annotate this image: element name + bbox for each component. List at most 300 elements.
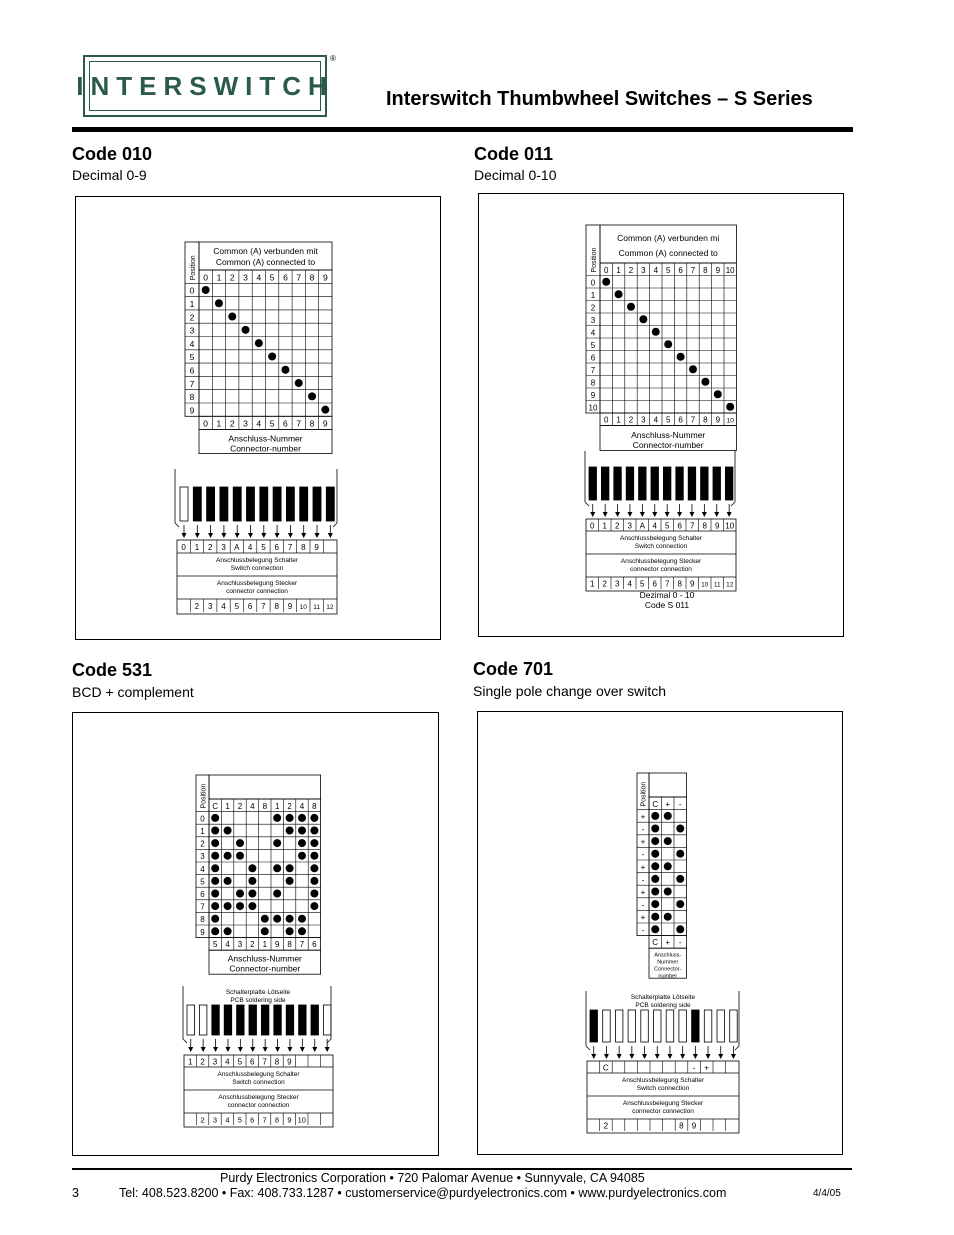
code-010-diagram-panel (75, 196, 441, 640)
row-label: 0 (189, 285, 195, 296)
code-531-subtitle: BCD + complement (72, 684, 194, 700)
contact-dot (261, 915, 269, 923)
row-label: - (641, 925, 645, 935)
row-label: 9 (590, 390, 596, 400)
arrow-head (325, 1047, 330, 1052)
contact-dot (310, 864, 318, 872)
connector-number: 6 (312, 940, 317, 950)
contact-bar (717, 1010, 725, 1042)
page-title: Interswitch Thumbwheel Switches – S Series (386, 88, 813, 110)
plug-connection-cell: 5 (639, 579, 645, 589)
arrow-head (250, 1047, 255, 1052)
arrow-head (328, 533, 333, 538)
contact-dot (321, 406, 329, 414)
contact-bar (590, 1010, 598, 1042)
contact-dot (714, 390, 722, 398)
contact-bar (639, 467, 647, 500)
contact-bar (224, 1005, 232, 1035)
plug-connection-cell: 2 (603, 1121, 609, 1131)
plug-connection-cell: 2 (200, 1115, 205, 1125)
code-701-diagram-panel (477, 711, 843, 1155)
contact-dot (211, 902, 219, 910)
position-label: Position (640, 781, 648, 807)
plug-connection-cell: 4 (627, 579, 632, 589)
row-label: 2 (200, 839, 205, 849)
contact-dot (273, 915, 281, 923)
contact-dot (273, 814, 281, 822)
footer-contact: Tel: 408.523.8200 • Fax: 408.733.1287 • customerservice@purdyelectronics.com • www.purdyelectronics.com (119, 1186, 727, 1200)
contact-bar (692, 1010, 700, 1042)
row-label: 9 (189, 405, 195, 416)
connector-number: 3 (243, 418, 248, 429)
contact-dot (651, 850, 659, 858)
contact-dot (677, 353, 685, 361)
arrow-head (627, 512, 632, 517)
solder-side-label-de: Schalterplatte Lötseite (630, 994, 696, 1001)
contact-bar (311, 1005, 319, 1035)
switch-connection-cell: 7 (262, 1057, 267, 1067)
plug-connection-cell: 10 (299, 604, 307, 611)
contact-dot (236, 902, 244, 910)
contact-dot (651, 812, 659, 820)
contact-dot (639, 315, 647, 323)
contact-dot (651, 825, 659, 833)
footer-label-de: Anschluss-Nummer (631, 430, 706, 440)
switch-connection-label-en: Switch connection (636, 1085, 690, 1092)
arrow-head (655, 1054, 660, 1059)
column-header: 1 (616, 265, 621, 275)
contact-bar (187, 1005, 195, 1035)
connection-table (587, 1061, 739, 1133)
contact-bar (626, 467, 634, 500)
contact-bar (261, 1005, 269, 1035)
connector-number: 0 (603, 415, 609, 425)
row-label: + (640, 888, 646, 898)
connector-number: 5 (665, 415, 671, 425)
column-header: 8 (703, 265, 708, 275)
contact-dot (298, 839, 306, 847)
column-header: 7 (296, 272, 302, 283)
row-label: + (640, 862, 646, 872)
plug-connection-cell: 9 (287, 1115, 292, 1125)
plug-connection-cell: 6 (250, 1115, 255, 1125)
contact-dot (701, 378, 709, 386)
contact-bar (273, 487, 281, 521)
contact-bar (286, 487, 294, 521)
row-label: 4 (590, 328, 596, 338)
code-010-subtitle: Decimal 0-9 (72, 167, 147, 183)
contact-dot (286, 827, 294, 835)
contact-dot (261, 927, 269, 935)
footer-address: Purdy Electronics Corporation • 720 Palomar Avenue • Sunnyvale, CA 94085 (220, 1171, 645, 1185)
contact-dot (298, 814, 306, 822)
switch-connection-cell: 4 (652, 521, 657, 531)
contact-dot (651, 875, 659, 883)
contact-bar (601, 467, 609, 500)
interswitch-logo (76, 55, 334, 117)
contact-bar (589, 467, 597, 500)
plug-connection-cell: 6 (247, 602, 253, 611)
column-header: 6 (283, 272, 288, 283)
switch-connection-cell: 0 (590, 521, 595, 531)
column-header: 0 (203, 272, 209, 283)
arrow-head (315, 533, 320, 538)
switch-connection-cell: 4 (225, 1057, 230, 1067)
connector-number: + (665, 938, 671, 948)
switch-connection-cell: 3 (212, 1057, 218, 1067)
contact-dot (664, 837, 672, 845)
contact-dot (242, 326, 250, 334)
switch-connection-label-en: Switch connection (634, 543, 688, 550)
code-010-title: Code 010 (72, 144, 153, 164)
column-header: 9 (322, 272, 328, 283)
connector-bracket-right (735, 1046, 739, 1050)
contact-bar (212, 1005, 220, 1035)
contact-dot (273, 890, 281, 898)
row-label: 9 (200, 927, 205, 937)
row-label: 4 (189, 338, 195, 349)
contact-dot (651, 862, 659, 870)
contact-dot (211, 864, 219, 872)
contact-dot (651, 913, 659, 921)
contact-dot (664, 913, 672, 921)
plug-connection-cell: 2 (602, 579, 607, 589)
row-label: 6 (189, 365, 195, 376)
arrow-head (604, 1054, 609, 1059)
column-header: 1 (216, 272, 222, 283)
contact-bar (199, 1005, 207, 1035)
contact-bar (654, 1010, 662, 1042)
contact-dot (224, 927, 232, 935)
connector-number: 2 (628, 415, 634, 425)
contact-bar (730, 1010, 738, 1042)
connector-bracket-right (333, 523, 337, 527)
plug-connection-cell: 3 (207, 602, 213, 611)
column-header: 10 (725, 265, 735, 275)
contact-dot (664, 862, 672, 870)
contact-bar (180, 487, 188, 521)
contact-dot (310, 902, 318, 910)
contact-bar (701, 467, 709, 500)
column-header: 4 (256, 272, 262, 283)
row-label: 3 (189, 325, 195, 336)
column-header: 3 (243, 272, 248, 283)
contact-dot (236, 890, 244, 898)
contact-dot (651, 925, 659, 933)
row-label: 6 (590, 353, 596, 363)
arrow-head (213, 1047, 218, 1052)
arrow-head (238, 1047, 243, 1052)
contact-dot (651, 837, 659, 845)
contact-bar (326, 487, 334, 521)
table-header-de: Common (A) verbunden mit (213, 245, 318, 256)
switch-connection-cell: 3 (627, 521, 632, 531)
column-header: 4 (299, 801, 305, 811)
plug-connection-cell: 5 (237, 1115, 242, 1125)
contact-dot (298, 927, 306, 935)
connector-number: 4 (225, 940, 230, 950)
connector-number: - (678, 938, 682, 948)
footer-date: 4/4/05 (813, 1188, 841, 1199)
table-header-box (649, 773, 687, 797)
contact-dot (286, 864, 294, 872)
switch-connection-cell: + (704, 1063, 709, 1073)
contact-bar (207, 487, 215, 521)
connector-number: 2 (229, 418, 235, 429)
contact-dot (676, 825, 684, 833)
plug-connection-cell: 9 (287, 602, 293, 611)
connector-bracket-right (327, 1039, 331, 1043)
switch-connection-cell: 9 (715, 521, 720, 531)
arrow-head (208, 533, 213, 538)
connector-number: 1 (262, 940, 268, 950)
switch-connection-label-de: Anschlussbelegung Schalter (621, 1077, 705, 1084)
plug-connection-cell: 1 (589, 579, 595, 589)
contact-dot (651, 900, 659, 908)
arrow-head (225, 1047, 230, 1052)
contact-dot (211, 814, 219, 822)
connector-number: 5 (269, 418, 275, 429)
arrow-head (702, 512, 707, 517)
contact-dot (224, 877, 232, 885)
contact-dot (286, 915, 294, 923)
contact-dot (295, 379, 303, 387)
contact-dot (268, 352, 276, 360)
plug-connection-cell: 10 (701, 581, 709, 589)
plug-connection-cell: 9 (689, 579, 695, 589)
row-label: 0 (200, 814, 205, 824)
column-header: + (665, 799, 671, 809)
position-label: Position (591, 247, 599, 273)
contact-dot (281, 366, 289, 374)
plug-connection-cell: 12 (326, 604, 334, 611)
switch-connection-cell: 3 (221, 543, 226, 553)
switch-connection-cell: 10 (725, 521, 735, 531)
contact-dot (273, 839, 281, 847)
column-header: 3 (641, 265, 646, 275)
switch-connection-cell: A (639, 521, 645, 531)
connector-number: 9 (322, 418, 328, 429)
plug-connection-cell: 9 (691, 1121, 697, 1131)
switch-connection-cell: 7 (287, 543, 293, 553)
contact-dot (726, 403, 734, 411)
contact-dot (202, 286, 210, 294)
page-number: 3 (72, 1186, 79, 1200)
column-header: 4 (653, 265, 659, 275)
arrow-head (275, 533, 280, 538)
connector-bracket-left (183, 1039, 187, 1043)
arrow-head (667, 1054, 672, 1059)
contact-bar (666, 1010, 674, 1042)
diagram-caption-2: Code S 011 (644, 600, 690, 610)
column-header: C (652, 799, 659, 809)
switch-connection-cell: 0 (181, 543, 186, 553)
row-label: 5 (590, 340, 596, 350)
switch-connection-label-en: Switch connection (232, 1079, 285, 1086)
plug-connection-cell: 7 (262, 1115, 267, 1125)
arrow-head (275, 1047, 280, 1052)
column-header: 8 (312, 801, 317, 811)
connector-number: 9 (715, 415, 721, 425)
plug-connection-cell: 8 (679, 1121, 684, 1131)
switch-connection-label-de: Anschlussbelegung Schalter (217, 1071, 300, 1078)
plug-connection-cell: 11 (713, 581, 721, 589)
plug-connection-label-de: Anschlussbelegung Stecker (216, 580, 298, 587)
contact-dot (248, 864, 256, 872)
row-label: 7 (590, 365, 596, 375)
contact-dot (248, 877, 256, 885)
contact-dot (689, 365, 697, 373)
contact-dot (248, 902, 256, 910)
row-label: 0 (590, 278, 596, 288)
row-label: 7 (189, 378, 195, 389)
contact-dot (286, 877, 294, 885)
switch-connection-label-de: Anschlussbelegung Schalter (215, 557, 299, 564)
contact-dot (676, 875, 684, 883)
plug-connection-cell: 8 (677, 579, 682, 589)
contact-dot (676, 900, 684, 908)
solder-side-label-de: Schalterplatte Lötseite (225, 989, 291, 996)
contact-bar (237, 1005, 245, 1035)
arrow-head (615, 512, 620, 517)
arrow-head (591, 1054, 596, 1059)
switch-connection-cell: - (692, 1063, 696, 1073)
row-label: 1 (200, 827, 205, 837)
contact-dot (286, 927, 294, 935)
arrow-head (182, 533, 187, 538)
plug-connection-cell: 5 (234, 602, 240, 611)
contact-bar (247, 487, 255, 521)
contact-bar (704, 1010, 712, 1042)
position-label: Position (200, 783, 208, 809)
column-header: 0 (603, 265, 609, 275)
contact-dot (627, 303, 635, 311)
code-701-subtitle: Single pole change over switch (473, 683, 667, 699)
contact-bar (274, 1005, 282, 1035)
connector-bracket-right (731, 502, 735, 506)
switch-connection-label-de: Anschlussbelegung Schalter (619, 535, 703, 542)
diagram-svg (479, 194, 845, 638)
footer-rule (72, 1168, 852, 1170)
connector-number: 2 (250, 940, 255, 950)
plug-connection-label-de: Anschlussbelegung Stecker (622, 1100, 704, 1107)
row-label: 8 (189, 392, 195, 403)
contact-bar (323, 1005, 331, 1035)
row-label: - (641, 850, 645, 860)
column-header: 2 (628, 265, 634, 275)
logo-frame (76, 61, 334, 111)
row-label: 4 (200, 864, 205, 874)
footer-label-4: number (658, 973, 678, 980)
contact-dot (286, 814, 294, 822)
contact-dot (651, 888, 659, 896)
arrow-head (221, 533, 226, 538)
plug-connection-label-en: connector connection (227, 1102, 290, 1109)
contact-bar (628, 1010, 636, 1042)
connector-bracket-left (586, 1046, 590, 1050)
plug-connection-label-en: connector connection (630, 566, 692, 573)
switch-connection-cell: 5 (261, 543, 266, 553)
contact-dot (652, 328, 660, 336)
switch-connection-cell: 1 (602, 521, 607, 531)
connector-number: 6 (283, 418, 288, 429)
footer-label-de: Anschluss-Nummer (227, 953, 302, 964)
row-label: 1 (590, 290, 596, 300)
switch-connection-cell: 2 (615, 521, 620, 531)
row-label: + (640, 913, 646, 923)
arrow-head (287, 1047, 292, 1052)
table-header-en: Common (A) connected to (618, 248, 718, 259)
arrow-head (629, 1054, 634, 1059)
contact-bar (193, 487, 201, 521)
contact-dot (211, 877, 219, 885)
arrow-head (714, 512, 719, 517)
contact-bar (300, 487, 308, 521)
switch-connection-cell: 6 (677, 521, 682, 531)
code-011-subtitle: Decimal 0-10 (474, 167, 557, 183)
contact-dot (298, 852, 306, 860)
column-header: - (678, 799, 682, 809)
contact-dot (310, 890, 318, 898)
contact-bar (688, 467, 696, 500)
contact-dot (664, 812, 672, 820)
connector-number: 1 (216, 418, 222, 429)
solder-side-label-en: PCB soldering side (635, 1002, 691, 1009)
contact-bar (641, 1010, 649, 1042)
contact-dot (310, 827, 318, 835)
footer-label-en: Nummer (657, 959, 679, 966)
contact-bar (233, 487, 241, 521)
code-531-diagram-panel (72, 712, 439, 1156)
switch-connection-cell: 5 (665, 521, 670, 531)
footer-label-en: Connector-number (632, 440, 704, 450)
contact-dot (298, 827, 306, 835)
switch-connection-cell: 2 (208, 543, 213, 553)
switch-connection-cell: 2 (200, 1057, 205, 1067)
code-531-title: Code 531 (72, 660, 153, 680)
switch-connection-cell: 1 (194, 543, 200, 553)
solder-side-label-en: PCB soldering side (230, 997, 286, 1004)
contact-dot (211, 827, 219, 835)
column-header: 8 (262, 801, 268, 811)
contact-dot (255, 339, 263, 347)
plug-connection-label-de: Anschlussbelegung Stecker (218, 1094, 299, 1101)
arrow-head (263, 1047, 268, 1052)
contact-dot (224, 852, 232, 860)
row-label: 8 (200, 915, 205, 925)
column-header: 2 (287, 801, 292, 811)
switch-connection-cell: 4 (247, 543, 253, 553)
footer-label-en: Connector-number (229, 963, 301, 974)
contact-dot (236, 852, 244, 860)
contact-dot (298, 915, 306, 923)
arrow-head (590, 512, 595, 517)
connector-number: 7 (690, 415, 696, 425)
row-label: 3 (590, 315, 596, 325)
contact-dot (248, 890, 256, 898)
row-label: - (641, 875, 645, 885)
connector-number: 10 (726, 417, 734, 425)
plug-connection-cell: 7 (261, 602, 266, 611)
arrow-head (288, 533, 293, 538)
switch-connection-cell: 9 (314, 543, 319, 553)
connector-number: 4 (653, 415, 659, 425)
row-label: 1 (189, 298, 195, 309)
footer-label-en: Connector-number (230, 443, 301, 454)
table-header-de: Common (A) verbunden mi (617, 232, 720, 243)
contact-dot (211, 927, 219, 935)
connector-number: C (652, 938, 659, 948)
